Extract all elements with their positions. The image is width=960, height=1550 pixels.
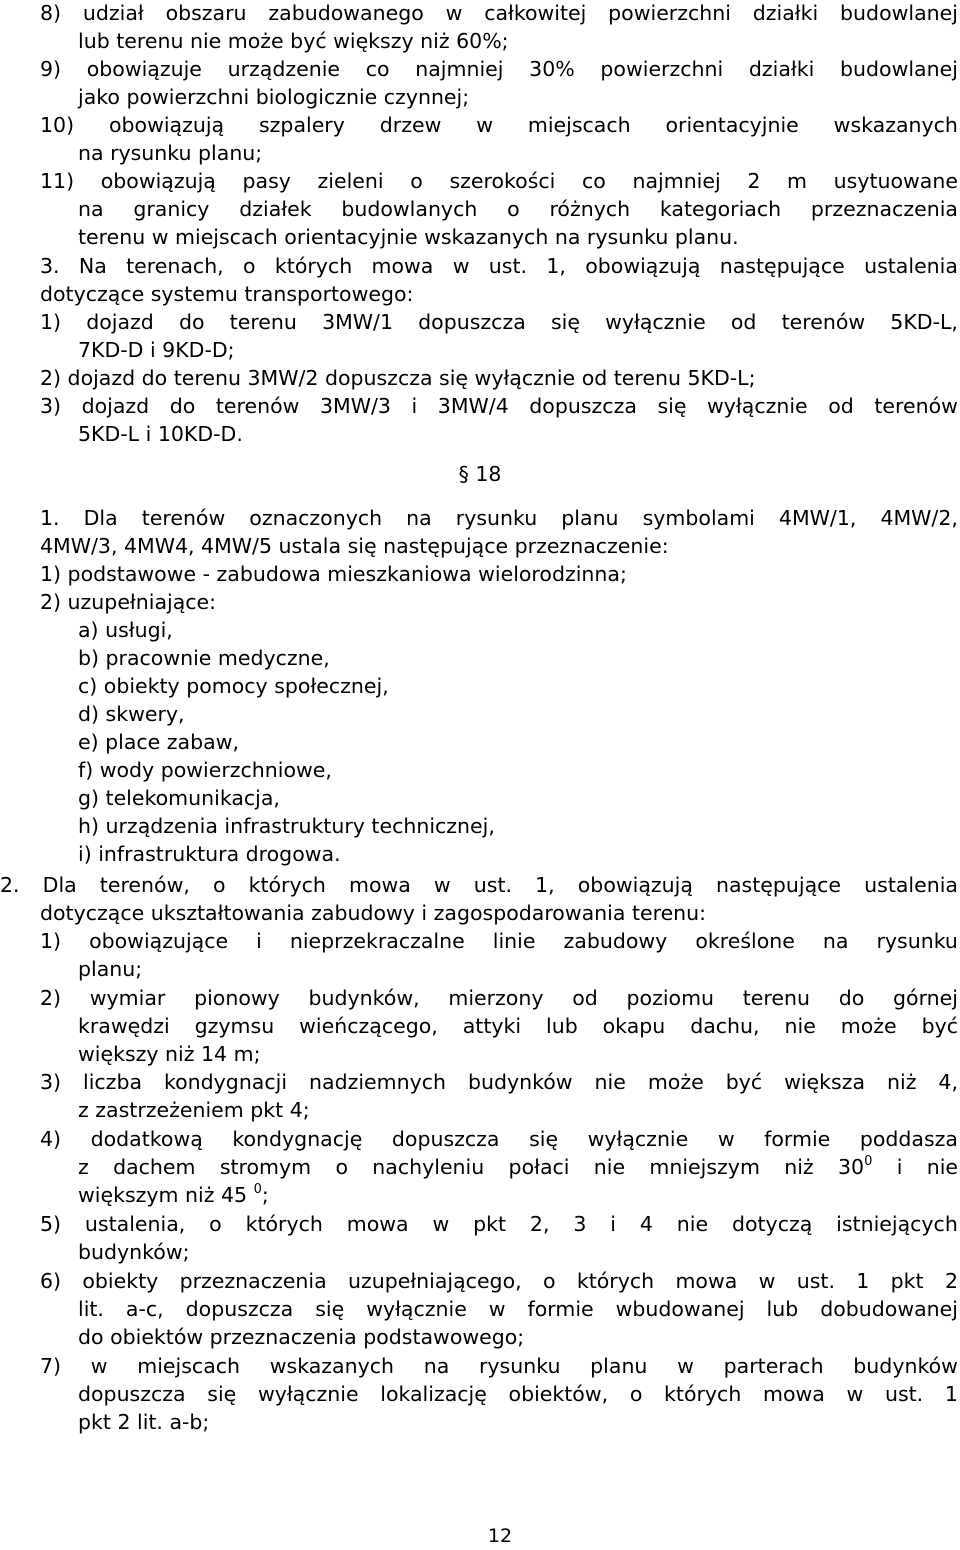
rule-6-line2 bbox=[78, 1296, 958, 1322]
word: terenów bbox=[874, 394, 958, 418]
list-item-9-line1 bbox=[40, 56, 958, 82]
word: budowlanej bbox=[840, 1, 958, 25]
word: parterach bbox=[723, 1354, 824, 1378]
rule-6-line1 bbox=[40, 1268, 958, 1294]
word: pionowy bbox=[194, 986, 280, 1010]
point-1-line1 bbox=[40, 505, 958, 531]
word: obiekty bbox=[82, 1269, 159, 1293]
transport-item-3-line1 bbox=[40, 393, 958, 419]
word: większa bbox=[784, 1070, 866, 1094]
rule-5-line2: budynków; bbox=[78, 1240, 190, 1264]
word: miejscach bbox=[527, 113, 631, 137]
word: budynków bbox=[467, 1070, 573, 1094]
word: ustalenia bbox=[864, 873, 958, 897]
word: linie bbox=[492, 929, 536, 953]
word: nie bbox=[676, 1212, 709, 1236]
word: obszaru bbox=[165, 1, 247, 25]
word: dodatkową bbox=[90, 1127, 203, 1151]
point-1-line2: 4MW/3, 4MW4, 4MW/5 ustala się następujące przeznaczenie: bbox=[40, 534, 669, 558]
word: określone bbox=[695, 929, 795, 953]
transport-item-1-line2: 7KD-D i 9KD-D; bbox=[78, 338, 235, 362]
word: nie bbox=[594, 1070, 626, 1094]
list-item-8-line2: lub terenu nie może być większy niż 60%; bbox=[78, 29, 509, 53]
word: obowiązujące bbox=[89, 929, 229, 953]
word: wyłącznie bbox=[257, 1382, 359, 1406]
word: o bbox=[212, 873, 226, 897]
word: terenu bbox=[742, 986, 810, 1010]
word: pkt bbox=[890, 1269, 924, 1293]
word: udział bbox=[82, 1, 144, 25]
word: 5KD-L, bbox=[890, 310, 958, 334]
word: obiektów, bbox=[508, 1382, 609, 1406]
word: w bbox=[846, 1382, 864, 1406]
word: w bbox=[90, 1354, 108, 1378]
word: uzupełniającego, bbox=[347, 1269, 522, 1293]
word: o bbox=[209, 1212, 222, 1236]
word: przeznaczenia bbox=[810, 197, 958, 221]
word: do bbox=[838, 986, 865, 1010]
word: 1) bbox=[40, 310, 62, 334]
word: się bbox=[657, 394, 687, 418]
word: dojazd bbox=[86, 310, 154, 334]
rule-4-line2-text: z dachem stromym o nachyleniu połaci nie mniejszym niż 30 bbox=[78, 1155, 865, 1179]
word: ust. bbox=[884, 1382, 924, 1406]
rule-4-line3 bbox=[78, 1182, 269, 1208]
rule-3-line2: z zastrzeżeniem pkt 4; bbox=[78, 1098, 310, 1122]
word: 1) bbox=[40, 929, 62, 953]
transport-item-3-line2: 5KD-L i 10KD-D. bbox=[78, 422, 243, 446]
word: 4, bbox=[938, 1070, 958, 1094]
word: terenów bbox=[215, 394, 300, 418]
degree-superscript: 0 bbox=[253, 1182, 262, 1197]
word: obowiązują bbox=[585, 254, 701, 278]
word: których bbox=[664, 1382, 742, 1406]
word: w bbox=[433, 873, 451, 897]
word: być bbox=[725, 1070, 763, 1094]
rule-4-line3-text: większym niż 45 bbox=[78, 1183, 254, 1207]
list-item-10-line2: na rysunku planu; bbox=[78, 141, 263, 165]
word: 1. bbox=[40, 506, 60, 530]
word: 3MW/1 bbox=[322, 310, 394, 334]
word: całkowitej bbox=[484, 1, 587, 25]
word: terenów bbox=[141, 506, 226, 530]
sub-item-f: f) wody powierzchniowe, bbox=[78, 758, 332, 782]
degree-superscript: 0 bbox=[864, 1154, 873, 1169]
word: 3MW/3 bbox=[320, 394, 391, 418]
word: dotyczą bbox=[731, 1212, 813, 1236]
word: 2 bbox=[944, 1269, 958, 1293]
word: formie bbox=[764, 1127, 831, 1151]
word: obowiązują bbox=[577, 873, 693, 897]
rule-5-line1 bbox=[40, 1211, 958, 1237]
word: wyłącznie bbox=[605, 310, 706, 334]
word: od bbox=[828, 394, 854, 418]
point-2-line1 bbox=[0, 872, 958, 898]
word: ustalenia bbox=[864, 254, 958, 278]
page-number: 12 bbox=[487, 1525, 513, 1547]
word: 4 bbox=[639, 1212, 653, 1236]
word: i bbox=[610, 1212, 616, 1236]
word: Dla bbox=[83, 506, 118, 530]
word: 1 bbox=[944, 1382, 958, 1406]
word: a-c, bbox=[125, 1297, 164, 1321]
word: planu bbox=[590, 1354, 648, 1378]
rule-4-line1 bbox=[40, 1126, 958, 1152]
rule-4-line2-tail: i nie bbox=[872, 1155, 959, 1179]
rule-3-line1 bbox=[40, 1069, 958, 1095]
word: obowiązuje bbox=[86, 57, 202, 81]
word: symbolami bbox=[642, 506, 755, 530]
word: kondygnacji bbox=[163, 1070, 288, 1094]
word: może bbox=[647, 1070, 704, 1094]
word: budowlanej bbox=[840, 57, 958, 81]
sub-item-g: g) telekomunikacja, bbox=[78, 786, 280, 810]
word: zabudowanego bbox=[268, 1, 424, 25]
word: rysunku bbox=[876, 929, 958, 953]
sub-item-e: e) place zabaw, bbox=[78, 730, 239, 754]
word: ust. bbox=[473, 873, 513, 897]
word: 9) bbox=[40, 57, 62, 81]
word: najmniej bbox=[632, 169, 721, 193]
word: których bbox=[274, 254, 353, 278]
word: się bbox=[529, 1127, 559, 1151]
word: na bbox=[78, 197, 104, 221]
paragraph-heading: § 18 bbox=[458, 462, 502, 486]
word: 2. bbox=[0, 873, 20, 897]
rule-2-line1 bbox=[40, 985, 958, 1011]
word: 4MW/1, bbox=[778, 506, 857, 530]
word: gzymsu bbox=[194, 1014, 275, 1038]
word: usytuowane bbox=[833, 169, 958, 193]
word: różnych bbox=[549, 197, 631, 221]
word: 2, bbox=[529, 1212, 550, 1236]
word: budowlanych bbox=[341, 197, 478, 221]
sub-item-h: h) urządzenia infrastruktury technicznej, bbox=[78, 814, 495, 838]
word: na bbox=[822, 929, 849, 953]
word: powierzchni bbox=[600, 57, 724, 81]
word: mowa bbox=[348, 873, 411, 897]
word: się bbox=[315, 1297, 345, 1321]
rule-7-line1 bbox=[40, 1353, 958, 1379]
rule-7-line3: pkt 2 lit. a-b; bbox=[78, 1410, 210, 1434]
word: na bbox=[406, 506, 432, 530]
word: liczba bbox=[83, 1070, 143, 1094]
word: wyłącznie bbox=[707, 394, 808, 418]
word: 3) bbox=[40, 394, 62, 418]
word: następujące bbox=[719, 254, 845, 278]
word: się bbox=[207, 1382, 237, 1406]
list-item-11-line2 bbox=[78, 196, 958, 222]
word: ustalenia, bbox=[84, 1212, 186, 1236]
word: niż bbox=[887, 1070, 917, 1094]
word: powierzchni bbox=[608, 1, 731, 25]
word: dopuszcza bbox=[391, 1127, 500, 1151]
list-item-11-line3: terenu w miejscach orientacyjnie wskazanych na rysunku planu. bbox=[78, 225, 739, 249]
word: 11) bbox=[40, 169, 75, 193]
word: istniejących bbox=[836, 1212, 958, 1236]
list-item-10-line1 bbox=[40, 112, 958, 138]
word: w bbox=[758, 1269, 776, 1293]
word: o bbox=[542, 1269, 556, 1293]
rule-2-line2 bbox=[78, 1013, 958, 1039]
list-item-8-line1 bbox=[40, 0, 958, 26]
rule-6-line3: do obiektów przeznaczenia podstawowego; bbox=[78, 1325, 525, 1349]
rule-2-line3: większy niż 14 m; bbox=[78, 1042, 261, 1066]
word: orientacyjnie bbox=[665, 113, 799, 137]
word: 3 bbox=[573, 1212, 587, 1236]
word: szerokości bbox=[449, 169, 556, 193]
word: w bbox=[432, 1212, 450, 1236]
word: i bbox=[411, 394, 418, 418]
word: urządzenie bbox=[227, 57, 341, 81]
word: 8) bbox=[40, 1, 62, 25]
rule-4-line2 bbox=[78, 1154, 958, 1180]
word: o bbox=[507, 197, 520, 221]
word: 3) bbox=[40, 1070, 62, 1094]
word: w bbox=[452, 254, 470, 278]
word: lub bbox=[766, 1297, 799, 1321]
word: działki bbox=[752, 1, 819, 25]
word: wskazanych bbox=[833, 113, 958, 137]
word: okapu bbox=[602, 1014, 666, 1038]
word: terenów bbox=[781, 310, 866, 334]
word: w bbox=[476, 113, 493, 137]
word: których bbox=[576, 1269, 655, 1293]
word: planu bbox=[561, 506, 619, 530]
word: dopuszcza bbox=[185, 1297, 294, 1321]
word: lit. bbox=[78, 1297, 104, 1321]
word: najmniej bbox=[415, 57, 504, 81]
purpose-supplementary: 2) uzupełniające: bbox=[40, 590, 217, 614]
word: 3. bbox=[40, 254, 60, 278]
word: w bbox=[717, 1127, 735, 1151]
word: wbudowanej bbox=[615, 1297, 745, 1321]
word: 1, bbox=[546, 254, 566, 278]
word: o bbox=[629, 1382, 643, 1406]
word: do bbox=[169, 394, 196, 418]
word: krawędzi bbox=[78, 1014, 170, 1038]
word: działek bbox=[239, 197, 312, 221]
section-3-line1 bbox=[40, 253, 958, 279]
rule-7-line2 bbox=[78, 1381, 958, 1407]
word: 3MW/4 bbox=[437, 394, 509, 418]
word: kondygnację bbox=[232, 1127, 363, 1151]
word: których bbox=[245, 1212, 323, 1236]
word: kategoriach bbox=[659, 197, 782, 221]
word: mowa bbox=[371, 254, 434, 278]
word: od bbox=[730, 310, 757, 334]
sub-item-a: a) usługi, bbox=[78, 618, 173, 642]
section-3-line2: dotyczące systemu transportowego: bbox=[40, 282, 414, 306]
word: następujące bbox=[716, 873, 842, 897]
sub-item-c: c) obiekty pomocy społecznej, bbox=[78, 674, 389, 698]
word: dopuszcza bbox=[418, 310, 526, 334]
word: w bbox=[488, 1297, 506, 1321]
rule-1-line1 bbox=[40, 928, 958, 954]
word: nadziemnych bbox=[309, 1070, 447, 1094]
word: być bbox=[921, 1014, 958, 1038]
word: 1, bbox=[535, 873, 555, 897]
purpose-basic: 1) podstawowe - zabudowa mieszkaniowa wielorodzinna; bbox=[40, 562, 627, 586]
word: wyłącznie bbox=[587, 1127, 689, 1151]
word: na bbox=[423, 1354, 450, 1378]
word: terenów, bbox=[99, 873, 190, 897]
word: co bbox=[365, 57, 390, 81]
word: w bbox=[445, 1, 463, 25]
transport-item-1-line1 bbox=[40, 309, 958, 335]
word: attyki bbox=[462, 1014, 522, 1038]
word: dopuszcza bbox=[78, 1382, 186, 1406]
rule-4-line3-tail: ; bbox=[261, 1183, 269, 1207]
word: lub bbox=[546, 1014, 578, 1038]
word: Na bbox=[78, 254, 107, 278]
sub-item-i: i) infrastruktura drogowa. bbox=[78, 842, 341, 866]
list-item-9-line2: jako powierzchni biologicznie czynnej; bbox=[78, 85, 470, 109]
word: Dla bbox=[42, 873, 77, 897]
word: rysunku bbox=[478, 1354, 561, 1378]
word: działki bbox=[748, 57, 815, 81]
word: obowiązują bbox=[100, 169, 216, 193]
word: ust. bbox=[488, 254, 528, 278]
word: mierzony bbox=[448, 986, 544, 1010]
word: 4) bbox=[40, 1127, 62, 1151]
word: granicy bbox=[133, 197, 210, 221]
word: 2 bbox=[747, 169, 761, 193]
word: poziomu bbox=[626, 986, 715, 1010]
word: co bbox=[582, 169, 606, 193]
word: ust. bbox=[796, 1269, 835, 1293]
word: 10) bbox=[40, 113, 75, 137]
word: wskazanych bbox=[269, 1354, 394, 1378]
word: których bbox=[248, 873, 326, 897]
sub-item-b: b) pracownie medyczne, bbox=[78, 646, 330, 670]
word: oznaczonych bbox=[249, 506, 383, 530]
word: 30% bbox=[529, 57, 575, 81]
word: o bbox=[243, 254, 256, 278]
word: poddasza bbox=[859, 1127, 958, 1151]
word: 4MW/2, bbox=[880, 506, 958, 530]
word: szpalery bbox=[258, 113, 345, 137]
sub-item-d: d) skwery, bbox=[78, 702, 185, 726]
word: dojazd bbox=[81, 394, 150, 418]
word: może bbox=[840, 1014, 897, 1038]
word: terenu bbox=[229, 310, 297, 334]
word: się bbox=[550, 310, 580, 334]
word: rysunku bbox=[455, 506, 538, 530]
word: m bbox=[787, 169, 807, 193]
word: dopuszcza bbox=[529, 394, 637, 418]
word: w bbox=[677, 1354, 694, 1378]
word: budynków, bbox=[308, 986, 420, 1010]
word: 5) bbox=[40, 1212, 62, 1236]
word: i bbox=[256, 929, 262, 953]
word: terenach, bbox=[126, 254, 224, 278]
word: lokalizację bbox=[380, 1382, 487, 1406]
word: 2) bbox=[40, 986, 62, 1010]
word: dobudowanej bbox=[820, 1297, 958, 1321]
word: dachu, bbox=[690, 1014, 760, 1038]
list-item-11-line1 bbox=[40, 168, 958, 194]
word: mowa bbox=[675, 1269, 738, 1293]
word: budynków bbox=[853, 1354, 958, 1378]
word: górnej bbox=[893, 986, 958, 1010]
word: zieleni bbox=[317, 169, 384, 193]
word: 6) bbox=[40, 1269, 62, 1293]
word: mowa bbox=[762, 1382, 825, 1406]
word: do bbox=[178, 310, 205, 334]
word: nie bbox=[784, 1014, 816, 1038]
word: przeznaczenia bbox=[179, 1269, 327, 1293]
rule-1-line2: planu; bbox=[78, 957, 143, 981]
word: pkt bbox=[473, 1212, 507, 1236]
word: wieńczącego, bbox=[299, 1014, 438, 1038]
word: od bbox=[572, 986, 598, 1010]
word: drzew bbox=[379, 113, 442, 137]
point-2-line2: dotyczące ukształtowania zabudowy i zagospodarowania terenu: bbox=[40, 901, 707, 925]
word: o bbox=[410, 169, 423, 193]
word: mowa bbox=[346, 1212, 409, 1236]
word: pasy bbox=[242, 169, 291, 193]
word: 1 bbox=[856, 1269, 870, 1293]
transport-item-2: 2) dojazd do terenu 3MW/2 dopuszcza się wyłącznie od terenu 5KD-L; bbox=[40, 366, 756, 390]
word: 7) bbox=[40, 1354, 62, 1378]
word: zabudowy bbox=[563, 929, 668, 953]
word: wymiar bbox=[89, 986, 166, 1010]
word: wyłącznie bbox=[366, 1297, 467, 1321]
word: obowiązują bbox=[108, 113, 225, 137]
word: miejscach bbox=[137, 1354, 241, 1378]
word: formie bbox=[527, 1297, 594, 1321]
word: nieprzekraczalne bbox=[289, 929, 465, 953]
